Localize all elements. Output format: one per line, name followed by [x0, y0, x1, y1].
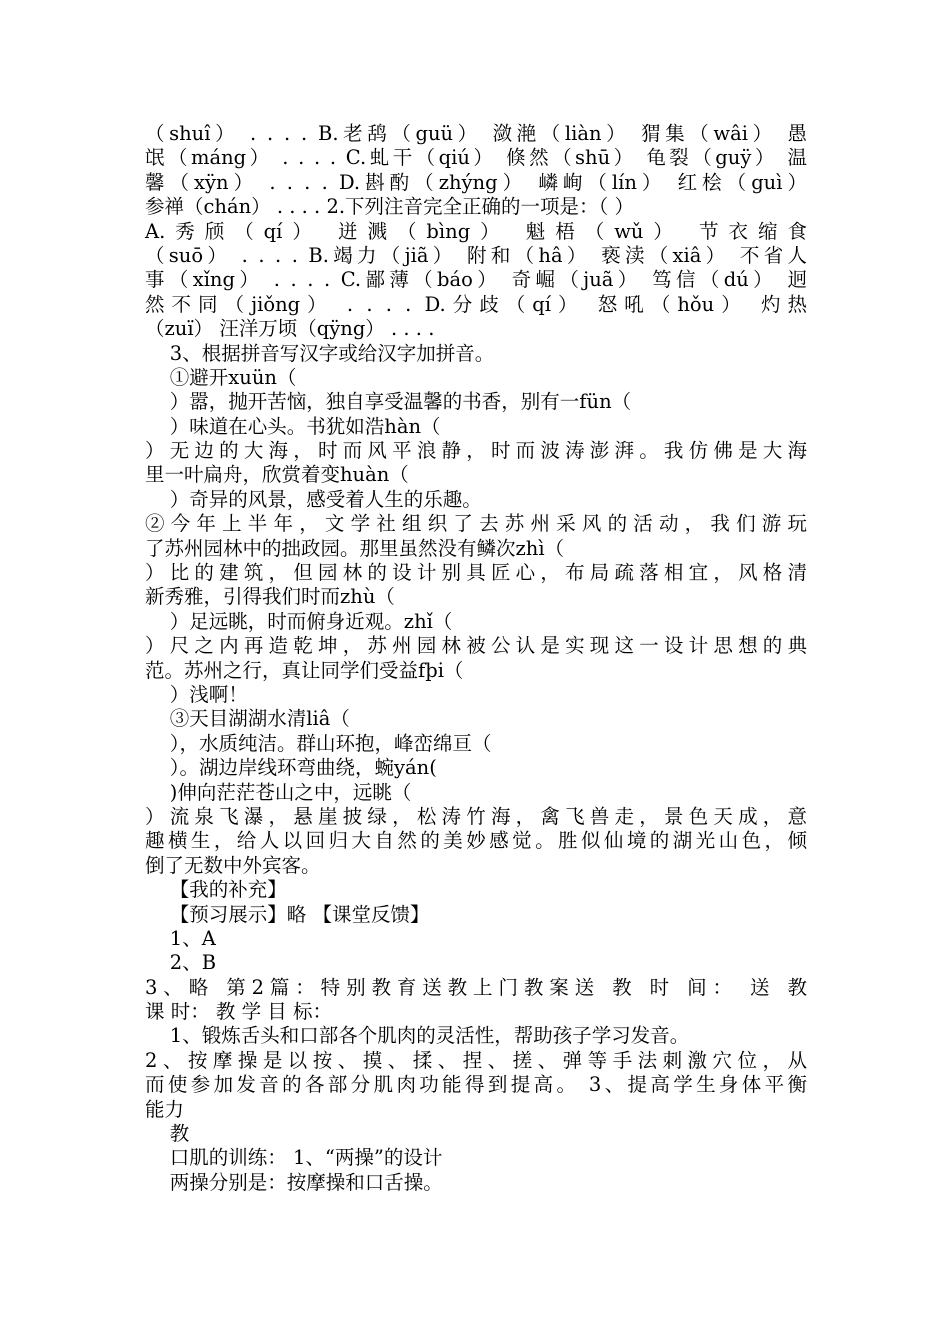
text-line: 【我的补充】 — [145, 878, 287, 902]
text-line: 氓（máng） . . . . C.虬干（qiú） 倏然（shū） 龟裂（guÿ） 温 — [145, 146, 807, 170]
text-line: ），水质纯洁。群山环抱，峰峦绵亘（ — [145, 731, 492, 755]
text-line: 3、略 第2篇：特别教育送教上门教案送 教 时 间： 送 教 — [145, 975, 807, 999]
text-line: ①避开xuün（ — [145, 365, 297, 389]
text-line: 能力 — [145, 1097, 185, 1121]
text-line: ）嚣，抛开苦恼，独自享受温馨的书香，别有一fün（ — [145, 390, 632, 414]
text-line: 两操分别是：按摩操和口舌操。 — [145, 1170, 443, 1194]
text-line: （suō） . . . . B.竭力（jiã） 附和（hâ） 亵渎（xiâ） 不省人 — [145, 243, 807, 267]
text-line: 然不同（jiǒng） . . . . D.分歧（qí） 怒吼（hǒu） 灼热 — [145, 292, 807, 316]
text-line: ②今年上半年，文学社组织了去苏州采风的活动，我们游玩 — [145, 512, 807, 536]
text-line: ③天目湖湖水清liâ（ — [145, 707, 350, 731]
text-line: 馨（xÿn） . . . . D.斟酌（zhýng） 嶙峋（lín） 红桧（guì） — [145, 170, 807, 194]
text-line: ）。湖边岸线环弯曲绕，蜿yán( — [145, 756, 437, 780]
text-line: ）比的建筑，但园林的设计别具匠心，布局疏落相宜，风格清 — [145, 561, 807, 585]
text-line: 2、按摩操是以按、摸、揉、捏、搓、弹等手法刺激穴位，从 — [145, 1048, 807, 1072]
text-line: 课 时： 教 学 目 标： — [145, 1000, 332, 1024]
text-line: 2、B — [145, 951, 217, 975]
text-line: ）奇异的风景，感受着人生的乐趣。 — [145, 487, 482, 511]
text-line: ）无边的大海，时而风平浪静，时而波涛澎湃。我仿佛是大海 — [145, 439, 807, 463]
text-line: （zuï） 汪洋万顷（qÿng） . . . . — [145, 317, 435, 341]
text-line: 了苏州园林中的拙政园。那里虽然没有鳞次zhì（ — [145, 536, 565, 560]
text-line: ）浅啊！ — [145, 682, 248, 706]
text-line: 1、A — [145, 926, 216, 950]
text-line: ）尺之内再造乾坤，苏州园林被公认是实现这一设计思想的典 — [145, 634, 807, 658]
document-page — [145, 122, 807, 1195]
text-line: 里一叶扁舟，欣赏着变huàn（ — [145, 463, 409, 487]
text-line: )伸向茫茫苍山之中，远眺（ — [145, 780, 412, 804]
text-line: 口肌的训练： 1、“两操”的设计 — [145, 1146, 443, 1170]
text-line: 事（xǐng） . . . . C.鄙薄（báo） 奇崛（juã） 笃信（dú） 迥 — [145, 268, 807, 292]
text-line: 范。苏州之行，真让同学们受益fþi（ — [145, 658, 464, 682]
text-line: ）味道在心头。书犹如浩hàn（ — [145, 414, 441, 438]
text-line: 3、根据拼音写汉字或给汉字加拼音。 — [145, 341, 495, 365]
text-line: 新秀雅，引得我们时而zhù（ — [145, 585, 395, 609]
text-line: （shuî） . . . . B.老鸹（guü） 潋滟（liàn） 猬集（wâi） 愚 — [145, 122, 807, 145]
text-line: ）足远眺，时而俯身近观。zhǐ（ — [145, 609, 453, 633]
text-line: 参禅（chán） . . . . 2.下列注音完全正确的一项是：（ ） — [145, 195, 635, 219]
text-line: 【预习展示】略 【课堂反馈】 — [145, 902, 430, 926]
text-line: 倒了无数中外宾客。 — [145, 853, 321, 877]
text-line: A.秀颀（qí） 迸溅（bìng） 魁梧（wǔ） 节衣缩食 — [145, 219, 807, 243]
text-line: 1、锻炼舌头和口部各个肌肉的灵活性，帮助孩子学习发音。 — [145, 1024, 690, 1048]
text-line: 趣横生，给人以回归大自然的美妙感觉。胜似仙境的湖光山色，倾 — [145, 829, 807, 853]
text-line: 教 — [145, 1122, 190, 1146]
text-line: 而使参加发音的各部分肌肉功能得到提高。 3、提高学生身体平衡 — [145, 1073, 807, 1097]
text-line: ）流泉飞瀑，悬崖披绿，松涛竹海，禽飞兽走，景色天成，意 — [145, 804, 807, 828]
